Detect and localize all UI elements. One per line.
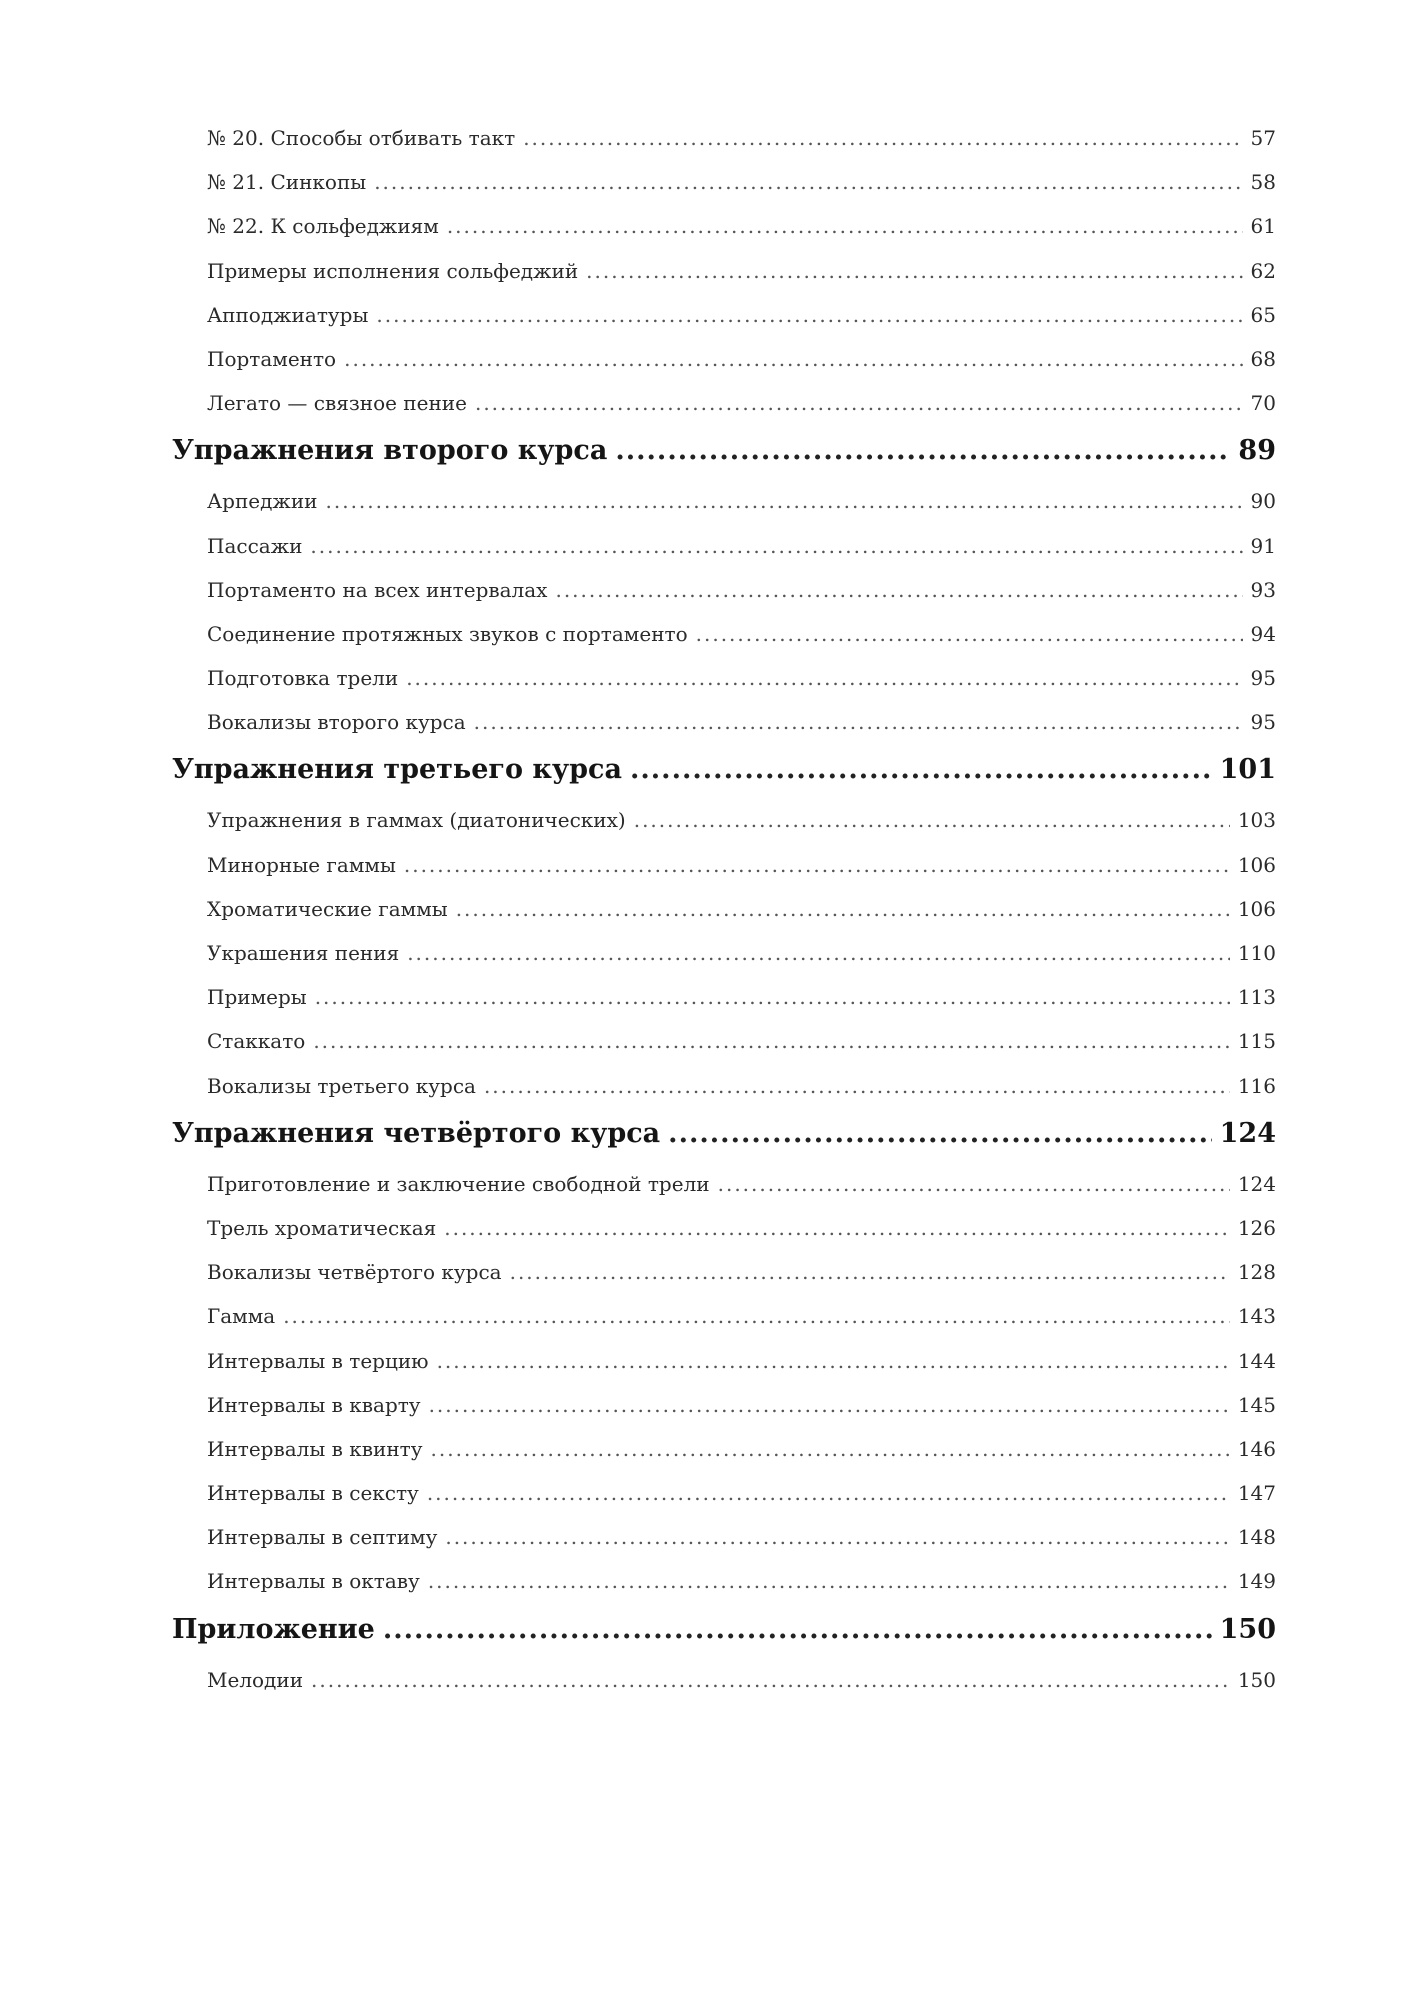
toc-entry[interactable] [172,941,1276,985]
toc-entry-title: Примеры [207,985,307,1010]
toc-entry-page-number: 91 [1250,533,1276,558]
toc-entry[interactable] [172,489,1276,533]
toc-entry[interactable] [172,391,1276,435]
dot-leader [313,1029,1229,1053]
toc-entry-title: Вокализы четвёртого курса [207,1260,502,1285]
toc-entry-page-number: 103 [1237,808,1276,833]
toc-entry-title: Подготовка трели [207,666,399,691]
toc-section [172,126,1276,435]
toc-entry-page-number: 110 [1237,941,1276,965]
toc-entry[interactable] [172,1668,1276,1712]
dot-leader [445,1525,1229,1549]
toc-entry-page-number: 93 [1250,577,1276,602]
toc-entry-title: Соединение протяжных звуков с портаменто [207,621,688,646]
toc-section-title: Упражнения четвёртого курса [172,1117,661,1149]
toc-entry-title: Интервалы в квинту [207,1436,423,1461]
toc-entry-page-number: 128 [1237,1260,1276,1285]
dot-leader [383,1614,1212,1645]
dot-leader [428,1569,1230,1593]
dot-leader [555,578,1242,602]
toc-section-title: Приложение [172,1613,375,1645]
table-of-contents [172,126,1276,1712]
toc-entry-title: Мелодии [207,1667,304,1692]
toc-section-title: Упражнения третьего курса [172,754,622,786]
toc-entry[interactable] [172,1304,1276,1348]
toc-entry[interactable] [172,1260,1276,1304]
dot-leader [315,985,1230,1009]
toc-entry[interactable] [172,1216,1276,1260]
toc-entry-page-number: 65 [1250,302,1276,327]
toc-entry-title: Упражнения в гаммах (диатонических) [207,808,626,833]
toc-entry-title: Вокализы второго курса [207,710,466,735]
toc-entry-title: Гамма [207,1304,276,1329]
dot-leader [283,1304,1230,1328]
toc-entry-title: Интервалы в кварту [207,1392,421,1417]
toc-section-page-number: 101 [1219,754,1276,786]
toc-entry-title: Вокализы третьего курса [207,1073,476,1098]
toc-section-page-number: 150 [1219,1613,1276,1645]
toc-entry-title: № 20. Способы отбивать такт [207,126,516,150]
toc-entry-title: Трель хроматическая [207,1215,437,1240]
toc-entry-title: Интервалы в октаву [207,1569,420,1594]
toc-entry[interactable] [172,710,1276,754]
toc-entry-page-number: 126 [1237,1215,1276,1240]
toc-entry[interactable] [172,897,1276,941]
toc-section-title: Упражнения второго курса [172,435,608,467]
toc-entry[interactable] [172,1074,1276,1118]
toc-entry-page-number: 150 [1237,1667,1276,1692]
toc-entry[interactable] [172,1569,1276,1613]
toc-entry[interactable] [172,534,1276,578]
dot-leader [510,1260,1230,1284]
dot-leader [447,214,1243,238]
toc-section-page-number: 124 [1219,1117,1276,1149]
toc-entry-title: Приготовление и заключение свободной трели [207,1171,710,1196]
toc-entry-page-number: 58 [1250,170,1276,195]
toc-entry[interactable] [172,1481,1276,1525]
toc-entry[interactable] [172,853,1276,897]
dot-leader [456,897,1230,921]
toc-entry[interactable] [172,1437,1276,1481]
toc-entry-title: № 21. Синкопы [207,170,367,195]
dot-leader [475,391,1243,415]
toc-entry-page-number: 95 [1250,666,1276,691]
toc-entry-title: Портаменто на всех интервалах [207,577,548,602]
toc-entry-page-number: 106 [1237,896,1276,921]
toc-entry-page-number: 143 [1237,1304,1276,1329]
dot-leader [311,1668,1230,1692]
toc-entry-title: Интервалы в септиму [207,1525,438,1550]
dot-leader [437,1349,1230,1373]
dot-leader [586,259,1242,283]
dot-leader [444,1216,1230,1240]
toc-section-heading[interactable] [172,754,1276,798]
dot-leader [374,170,1242,194]
toc-section-heading[interactable] [172,1118,1276,1162]
toc-entry[interactable] [172,259,1276,303]
toc-entry-page-number: 94 [1250,621,1276,646]
toc-entry-title: Хроматические гаммы [207,896,448,921]
toc-entry[interactable] [172,1172,1276,1216]
toc-section [172,435,1276,754]
toc-entry[interactable] [172,622,1276,666]
toc-entry[interactable] [172,1525,1276,1569]
dot-leader [696,622,1243,646]
toc-entry[interactable] [172,347,1276,391]
toc-entry-title: № 22. К сольфеджиям [207,214,439,239]
toc-entry-page-number: 95 [1250,710,1276,735]
toc-entry-page-number: 124 [1237,1171,1276,1196]
toc-entry-title: Интервалы в сексту [207,1481,419,1506]
toc-entry-page-number: 147 [1237,1481,1276,1506]
toc-entry-title: Легато — связное пение [207,391,467,416]
toc-entry-title: Пассажи [207,533,303,558]
dot-leader [310,534,1242,558]
toc-section [172,1118,1276,1614]
dot-leader [474,710,1243,734]
dot-leader [344,347,1242,371]
toc-entry-title: Арпеджии [207,489,318,514]
toc-entry[interactable] [172,214,1276,258]
dot-leader [406,666,1242,690]
toc-section [172,1614,1276,1712]
toc-entry[interactable] [172,170,1276,214]
toc-entry-title: Интервалы в терцию [207,1348,429,1373]
dot-leader [431,1437,1230,1461]
dot-leader [630,754,1212,785]
toc-entry-title: Портаменто [207,346,337,371]
toc-entry[interactable] [172,126,1276,170]
toc-entry-page-number: 144 [1237,1348,1276,1373]
toc-entry-page-number: 113 [1237,985,1276,1010]
toc-entry-page-number: 70 [1250,391,1276,416]
toc-entry[interactable] [172,578,1276,622]
dot-leader [429,1393,1230,1417]
toc-entry[interactable] [172,1393,1276,1437]
dot-leader [376,303,1242,327]
dot-leader [718,1172,1230,1196]
toc-entry-page-number: 145 [1237,1392,1276,1417]
toc-entry[interactable] [172,808,1276,852]
toc-entry-page-number: 115 [1237,1029,1276,1054]
toc-entry-page-number: 148 [1237,1525,1276,1550]
toc-entry-page-number: 62 [1250,258,1276,283]
dot-leader [427,1481,1230,1505]
toc-entry-page-number: 149 [1237,1569,1276,1594]
toc-entry[interactable] [172,303,1276,347]
toc-entry-page-number: 90 [1250,489,1276,514]
toc-entry[interactable] [172,666,1276,710]
toc-entry-page-number: 61 [1250,214,1276,239]
dot-leader [484,1074,1230,1098]
toc-entry-title: Минорные гаммы [207,852,396,877]
toc-entry-title: Апподжиатуры [207,302,369,327]
toc-entry[interactable] [172,1029,1276,1073]
dot-leader [615,435,1230,466]
dot-leader [404,853,1230,877]
dot-leader [523,126,1242,150]
toc-section [172,754,1276,1117]
dot-leader [668,1118,1211,1149]
toc-entry-page-number: 146 [1237,1436,1276,1461]
toc-entry[interactable] [172,1349,1276,1393]
dot-leader [407,941,1230,965]
toc-entry-page-number: 116 [1237,1073,1276,1098]
dot-leader [634,808,1230,832]
toc-entry-page-number: 57 [1250,126,1276,150]
toc-entry-page-number: 68 [1250,346,1276,371]
toc-entry-title: Стаккато [207,1029,306,1054]
toc-section-heading[interactable] [172,435,1276,479]
toc-entry-page-number: 106 [1237,852,1276,877]
toc-entry-title: Примеры исполнения сольфеджий [207,258,579,283]
dot-leader [326,489,1243,513]
toc-entry[interactable] [172,985,1276,1029]
toc-entry-title: Украшения пения [207,941,400,965]
toc-section-heading[interactable] [172,1614,1276,1658]
toc-section-page-number: 89 [1238,435,1276,467]
